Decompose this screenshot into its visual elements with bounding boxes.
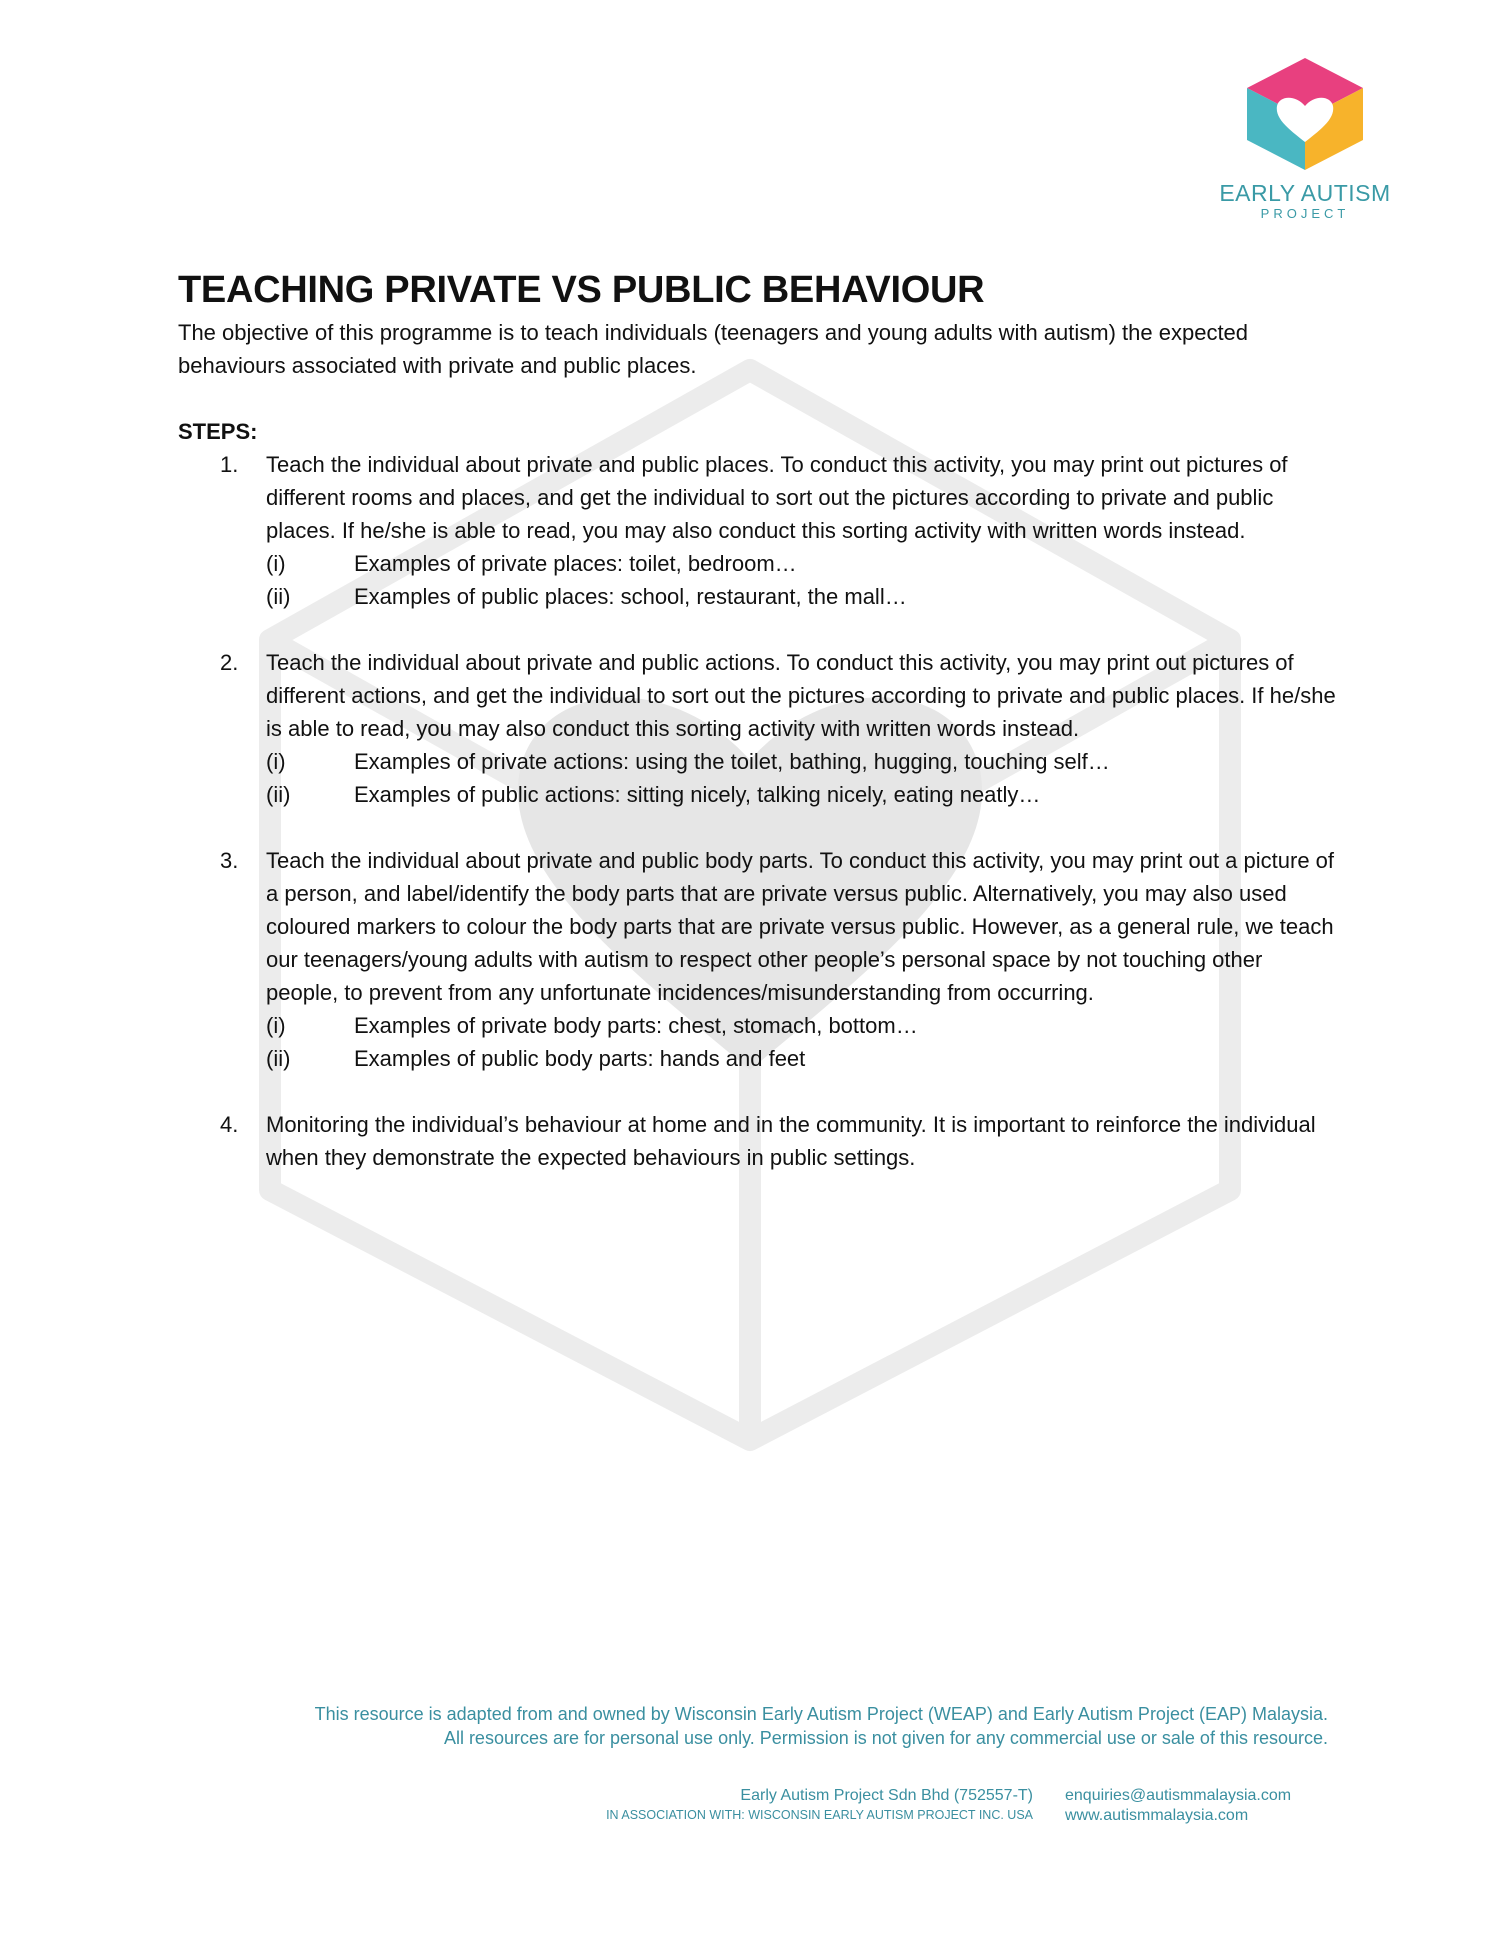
example-number: (i) (266, 749, 286, 774)
step-text: Teach the individual about private and public actions. To conduct this activity, you may print out pictures of different actions, and get the individual to sort out the pictures according to private and public places. If he/she is able to read, you may also conduct this sorting activity with written words instead. (266, 650, 1336, 741)
example-text: Examples of private places: toilet, bedroom… (354, 551, 797, 576)
step-number: 4. (220, 1112, 239, 1137)
step-number: 1. (220, 452, 239, 477)
footer-disclaimer (128, 1702, 1328, 1750)
example-text: Examples of private actions: using the toilet, bathing, hugging, touching self… (354, 749, 1110, 774)
example-text: Examples of private body parts: chest, stomach, bottom… (354, 1013, 918, 1038)
step-text: Monitoring the individual’s behaviour at home and in the community. It is important to reinforce the individual when they demonstrate the expected behaviours in public settings. (266, 1112, 1316, 1170)
example-text: Examples of public actions: sitting nicely, talking nicely, eating neatly… (354, 782, 1041, 807)
document-body (178, 268, 1338, 1207)
example-item (266, 547, 1338, 580)
example-number: (i) (266, 1013, 286, 1038)
step-text: Teach the individual about private and public body parts. To conduct this activity, you may print out a picture of a person, and label/identify the body parts that are private versus public. Alternatively, you may also used coloured markers to colour the body parts that are private versus public. However, as a general rule, we teach our teenagers/young adults with autism to respect other people’s personal space by not touching other people, to prevent from any unfortunate incidences/misunderstanding from occurring. (266, 848, 1335, 1005)
company-association: IN ASSOCIATION WITH: WISCONSIN EARLY AUTISM PROJECT INC. USA (606, 1808, 1033, 1822)
step-item (178, 844, 1338, 1075)
example-number: (ii) (266, 1046, 291, 1071)
example-item (266, 580, 1338, 613)
examples-list (266, 547, 1338, 613)
step-number: 2. (220, 650, 239, 675)
example-item (266, 1042, 1338, 1075)
step-item (178, 646, 1338, 811)
example-item (266, 778, 1338, 811)
step-item (178, 448, 1338, 613)
logo-hexagon-icon (1243, 56, 1367, 172)
example-number: (i) (266, 551, 286, 576)
step-text: Teach the individual about private and public places. To conduct this activity, you may print out pictures of different rooms and places, and get the individual to sort out the pictures according to private and public places. If he/she is able to read, you may also conduct this sorting activity with written words instead. (266, 452, 1288, 543)
examples-list (266, 745, 1338, 811)
logo-wordmark: EARLY AUTISM (1219, 180, 1391, 206)
footer-company (333, 1786, 1033, 1824)
footer-disclaimer-line: This resource is adapted from and owned by Wisconsin Early Autism Project (WEAP) and Early Autism Project (EAP) Malaysia. (314, 1704, 1328, 1724)
steps-list (178, 448, 1338, 1174)
contact-website[interactable]: www.autismmalaysia.com (1065, 1807, 1249, 1824)
early-autism-project-logo (1210, 56, 1400, 236)
example-text: Examples of public body parts: hands and feet (354, 1046, 806, 1071)
example-item (266, 1009, 1338, 1042)
footer-disclaimer-line: All resources are for personal use only. Permission is not given for any commercial use or sale of this resource. (443, 1728, 1328, 1748)
examples-list (266, 1009, 1338, 1075)
example-item (266, 745, 1338, 778)
example-number: (ii) (266, 584, 291, 609)
intro-paragraph: The objective of this programme is to teach individuals (teenagers and young adults with autism) the expected behaviours associated with private and public places. (178, 320, 1249, 378)
page-title: TEACHING PRIVATE VS PUBLIC BEHAVIOUR (178, 269, 985, 311)
footer-contact (1065, 1786, 1325, 1826)
step-number: 3. (220, 848, 239, 873)
steps-heading: STEPS: (178, 419, 258, 444)
example-number: (ii) (266, 782, 291, 807)
contact-email[interactable]: enquiries@autismmalaysia.com (1065, 1787, 1292, 1804)
example-text: Examples of public places: school, restaurant, the mall… (354, 584, 907, 609)
step-item (178, 1108, 1338, 1174)
logo-subtitle: PROJECT (1260, 206, 1350, 221)
company-name: Early Autism Project Sdn Bhd (752557-T) (740, 1787, 1033, 1804)
